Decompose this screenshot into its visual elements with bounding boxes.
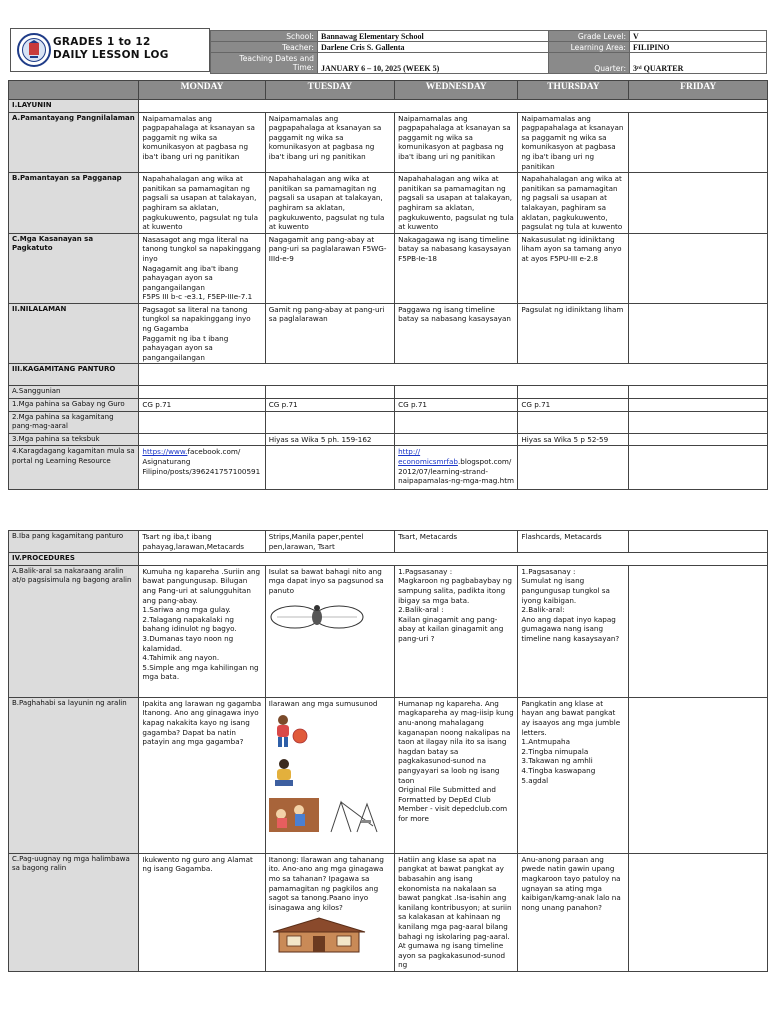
cell-r1-mon: CG p.71 <box>139 399 265 412</box>
empty-cell <box>139 411 265 433</box>
cell-r4-mon <box>139 446 265 490</box>
area-value: FILIPINO <box>630 42 767 53</box>
cell-pag-uugnay-fri <box>629 853 768 971</box>
dates-label-2: Time: <box>292 63 314 72</box>
cell-paghahabi-mon: Ipakita ang larawan ng gagamba Itanong. Ano ang ginagawa inyo kapag nakakita kayo ng isang gagamba? Dapat ba natin patayin ang mga gagamba? <box>139 697 265 853</box>
cell-r4-wed <box>395 446 518 490</box>
cell-balik-aral-thu: 1.Pagsasanay : Sumulat ng isang pangungusap tungkol sa iyong kaibigan. 2.Balik-aral: Ano ang dapat inyo kapag gumagawa nang isang timeline nang kasaysayan? <box>518 565 629 697</box>
cell-paghahabi-tue-text: Ilarawan ang mga sumusunod <box>268 698 378 708</box>
cell-r1-thu: CG p.71 <box>518 399 629 412</box>
quarter-value: 3ʳᵈ QUARTER <box>630 53 767 74</box>
cell-balik-aral-mon: Kumuha ng kapareha .Suriin ang bawat pangungusap. Bilugan ang Pang-uri at salungguhitan ang pang-abay. 1.Sariwa ang mga gulay. 2.Talagang napakalaki ng bahang idinulot ng bagyo. 3.Dumanas tayo noon ng kalamidad. 4.Tahimik ang nayon. 5.Simple ang mga kahilingan ng mga bata. <box>139 565 265 697</box>
cell-pag-uugnay-wed: Hatiin ang klase sa apat na pangkat at bawat pangkat ay babasahin ang isang ekonomista na nakalaan sa bawat pangkat .Isa-isahin ang kanilang kontribusyon; at suriin sa kalakasan at kahinaan ng kanilang mga pag-aaral bilang bahagi ng iskolaring pag-aaral. At gumawa ng isang timeline ayon sa pagkakasunod-sunod ng <box>395 853 518 971</box>
cell-balik-aral-tue-text: Isulat sa bawat bahagi nito ang mga dapat inyo sa pagsunod sa panuto <box>268 566 384 595</box>
playground-illustration <box>269 796 381 834</box>
quarter-label: Quarter: <box>549 53 630 74</box>
insect-fly-illustration <box>269 600 365 634</box>
cell-pag-uugnay-tue-text: Itanong: Ilarawan ang tahanang ito. Ano-ano ang mga ginagawa mo sa tahanan? Ipagawa sa pamamagitan ng pagkilos ang sagot sa tanong.Paano inyo isinagawa ang kilos? <box>268 854 384 912</box>
section-layunin: I.LAYUNIN <box>9 100 139 113</box>
empty-cell <box>395 386 518 399</box>
empty-cell <box>265 446 394 490</box>
row-label-teksbuk: 3.Mga pahina sa teksbuk <box>9 433 139 446</box>
day-monday: MONDAY <box>139 81 265 100</box>
section-kagamitan: III.KAGAMITANG PANTURO <box>9 364 139 386</box>
row-label-nilalaman: II.NILALAMAN <box>9 303 139 364</box>
cell-r3-tue: Hiyas sa Wika 5 ph. 159-162 <box>265 433 394 446</box>
cell-balik-aral-fri <box>629 565 768 697</box>
empty-cell <box>518 411 629 433</box>
row-label-kasanayan: C.Mga Kasanayan sa Pagkatuto <box>9 233 139 303</box>
cell-b2-wed: Tsart, Metacards <box>395 531 518 553</box>
cell-balik-aral-tue <box>265 565 394 697</box>
lesson-table-part2 <box>8 530 768 972</box>
lesson-table-part1 <box>8 80 768 490</box>
cell-nilalaman-wed: Paggawa ng isang timeline batay sa nabasang kasaysayan <box>395 303 518 364</box>
cell-r1-tue: CG p.71 <box>265 399 394 412</box>
cell-paghahabi-thu: Pangkatin ang klase at hayan ang bawat pangkat ay isaayos ang mga jumble letters. 1.Antmupaha 2.Tingba nimupala 3.Takawan ng amhli 4.Tingba kaswapang 5.agdal <box>518 697 629 853</box>
facebook-link[interactable]: https://www. <box>142 447 188 457</box>
cell-c-thu: Nakasusulat ng idiniktang liham ayon sa tamang anyo at ayos F5PU-III e-2.8 <box>518 233 629 303</box>
cell-b2-tue: Strips,Manila paper,pentel pen,larawan, Tsart <box>265 531 394 553</box>
cell-c-fri <box>629 233 768 303</box>
cell-paghahabi-wed: Humanap ng kapareha. Ang magkapareha ay mag-iisip kung anu-anong mahalagang kaganapan noong nakalipas na taon at ilagay nila ito sa isang hagdan batay sa pagkakasunod-sunod na pangyayari sa loob ng isang taon Original File Submitted and Formatted by DepEd Club Member - visit depedclub.com for more <box>395 697 518 853</box>
empty-cell <box>265 386 394 399</box>
cell-r3-fri <box>629 433 768 446</box>
cell-nilalaman-thu: Pagsulat ng idiniktang liham <box>518 303 629 364</box>
grade-value: V <box>630 31 767 42</box>
day-tuesday: TUESDAY <box>265 81 394 100</box>
cell-a-wed: Naipamamalas ang pagpapahalaga at ksanayan sa paggamit ng wika sa komunikasyon at pagbasa ng iba't ibang uri ng panitikan <box>395 112 518 173</box>
empty-cell <box>395 411 518 433</box>
child-sitting-illustration <box>269 756 299 790</box>
cell-r4-wed-rest: .blogspot.com/ 2012/07/learning-strand- naipapamalas-ng-mga-mag.htm <box>398 457 515 486</box>
cell-b-thu: Napahahalagan ang wika at panitikan sa pamamagitan ng pagsali sa usapan at talakayan, paghiram sa aklatan, pagkukuwento, pagsulat ng tula at kuwento <box>518 173 629 234</box>
cell-r3-mon <box>139 433 265 446</box>
empty-cell <box>139 553 768 566</box>
cell-a-tue: Naipamamalas ang pagpapahalaga at ksanayan sa paggamit ng wika sa komunikasyon at pagbasa ng iba't ibang uri ng panitikan <box>265 112 394 173</box>
empty-cell <box>629 386 768 399</box>
row-label-pamantayang-pangnilalaman: A.Pamantayang Pangnilalaman <box>9 112 139 173</box>
row-label-balik-aral: A.Balik-aral sa nakaraang aralin at/o pagsisimula ng bagong aralin <box>9 565 139 697</box>
day-wednesday: WEDNESDAY <box>395 81 518 100</box>
empty-cell <box>629 411 768 433</box>
child-playing-ball-illustration <box>269 712 309 750</box>
economics-blog-link[interactable]: http:// economicsmrfab <box>398 447 458 466</box>
corner-cell <box>9 81 139 100</box>
cell-nilalaman-tue: Gamit ng pang-abay at pang-uri sa paglalarawan <box>265 303 394 364</box>
cell-b-wed: Napahahalagan ang wika at panitikan sa pamamagitan ng pagsali sa usapan at talakayan, paghiram sa aklatan, pagkukuwento, pagsulat ng tula at kuwento <box>395 173 518 234</box>
empty-cell <box>139 100 768 113</box>
house-illustration <box>269 916 369 954</box>
empty-cell <box>139 364 768 386</box>
row-label-pamantayan-sa-pagganap: B.Pamantayan sa Pagganap <box>9 173 139 234</box>
section-procedures: IV.PROCEDURES <box>9 553 139 566</box>
empty-cell <box>265 411 394 433</box>
teacher-label: Teacher: <box>211 42 318 53</box>
cell-a-thu: Naipamamalas ang pagpapahalaga at ksanayan sa paggamit ng wika sa komunikasyon at pagbasa ng iba't ibang uri ng panitikan <box>518 112 629 173</box>
cell-r3-wed <box>395 433 518 446</box>
dates-label <box>211 53 318 74</box>
cell-c-wed: Nakagagawa ng isang timeline batay sa nabasang kasaysayan F5PB-Ie-18 <box>395 233 518 303</box>
cell-pag-uugnay-thu: Anu-anong paraan ang pwede natin gawin upang magkaroon tayo patuloy na ugnayan sa ating mga kaibigan/kamg-anak lalo na nong unang panahon? <box>518 853 629 971</box>
cell-r3-thu: Hiyas sa Wika 5 p 52-59 <box>518 433 629 446</box>
empty-cell <box>629 446 768 490</box>
empty-cell <box>518 386 629 399</box>
cell-b-tue: Napahahalagan ang wika at panitikan sa pamamagitan ng pagsali sa usapan at talakayan, paghiram sa aklatan, pagkukuwento, pagsulat ng tula at kuwento <box>265 173 394 234</box>
cell-pag-uugnay-mon: Ikukwento ng guro ang Alamat ng isang Gagamba. <box>139 853 265 971</box>
cell-b2-thu: Flashcards, Metacards <box>518 531 629 553</box>
cell-balik-aral-wed: 1.Pagsasanay : Magkaroon ng pagbabaybay ng sampung salita, padikta itong ibigay sa mga bata. 2.Balik-aral : Kailan ginagamit ang pang-abay at kailan ginagamit ang pang-uri ? <box>395 565 518 697</box>
empty-cell <box>139 386 265 399</box>
row-label-paghahabi: B.Paghahabi sa layunin ng aralin <box>9 697 139 853</box>
cell-b-mon: Napahahalagan ang wika at panitikan sa pamamagitan ng pagsali sa usapan at talakayan, paghiram sa aklatan, pagkukuwento, pagsulat ng tula at kuwento <box>139 173 265 234</box>
cell-r1-fri <box>629 399 768 412</box>
area-label: Learning Area: <box>549 42 630 53</box>
row-label-iba-pang-kagamitan: B.Iba pang kagamitang panturo <box>9 531 139 553</box>
deped-seal-icon <box>17 33 51 67</box>
cell-b2-fri <box>629 531 768 553</box>
dates-value: JANUARY 6 – 10, 2025 (WEEK 5) <box>318 53 549 74</box>
teacher-value: Darlene Cris S. Gallenta <box>318 42 549 53</box>
title-box <box>10 28 210 72</box>
day-thursday: THURSDAY <box>518 81 629 100</box>
cell-b-fri <box>629 173 768 234</box>
cell-paghahabi-fri <box>629 697 768 853</box>
school-label: School: <box>211 31 318 42</box>
cell-nilalaman-fri <box>629 303 768 364</box>
header-info-table <box>210 30 767 74</box>
school-value: Bannawag Elementary School <box>318 31 549 42</box>
cell-nilalaman-mon: Pagsagot sa literal na tanong tungkol sa napakinggang inyo ng Gagamba Paggamit ng iba t ibang pahayagan ayon sa pangangailangan <box>139 303 265 364</box>
cell-c-mon: Nasasagot ang mga literal na tanong tungkol sa napakinggang inyo Nagagamit ang iba't ibang pahayagan ayon sa pangangailangan F5PS III b-c -e3.1, F5EP-IIIe-7.1 <box>139 233 265 303</box>
cell-a-mon: Naipamamalas ang pagpapahalaga at ksanayan sa paggamit ng wika sa komunikasyon at pagbasa ng iba't ibang uri ng panitikan <box>139 112 265 173</box>
cell-pag-uugnay-tue <box>265 853 394 971</box>
cell-paghahabi-tue <box>265 697 394 853</box>
row-label-gabay-ng-guro: 1.Mga pahina sa Gabay ng Guro <box>9 399 139 412</box>
cell-a-fri <box>629 112 768 173</box>
grade-label: Grade Level: <box>549 31 630 42</box>
cell-b2-mon: Tsart ng iba,t ibang pahayag,larawan,Metacards <box>139 531 265 553</box>
dates-label-1: Teaching Dates and <box>239 54 314 63</box>
cell-r4-mon-rest: facebook.com/ Asignaturang Filipino/posts/396241757100591 <box>142 447 261 476</box>
empty-cell <box>518 446 629 490</box>
cell-c-tue: Nagagamit ang pang-abay at pang-uri sa paglalarawan F5WG-IIId-e-9 <box>265 233 394 303</box>
row-label-kagamitang-pang-mag-aaral: 2.Mga pahina sa kagamitang pang-mag-aaral <box>9 411 139 433</box>
day-friday: FRIDAY <box>629 81 768 100</box>
row-label-karagdagang-kagamitan: 4.Karagdagang kagamitan mula sa portal ng Learning Resource <box>9 446 139 490</box>
row-label-sanggunian: A.Sanggunian <box>9 386 139 399</box>
cell-r1-wed: CG p.71 <box>395 399 518 412</box>
row-label-pag-uugnay: C.Pag-uugnay ng mga halimbawa sa bagong ralin <box>9 853 139 971</box>
doc-title-line2: DAILY LESSON LOG <box>53 49 169 61</box>
doc-title-line1: GRADES 1 to 12 <box>53 36 151 48</box>
